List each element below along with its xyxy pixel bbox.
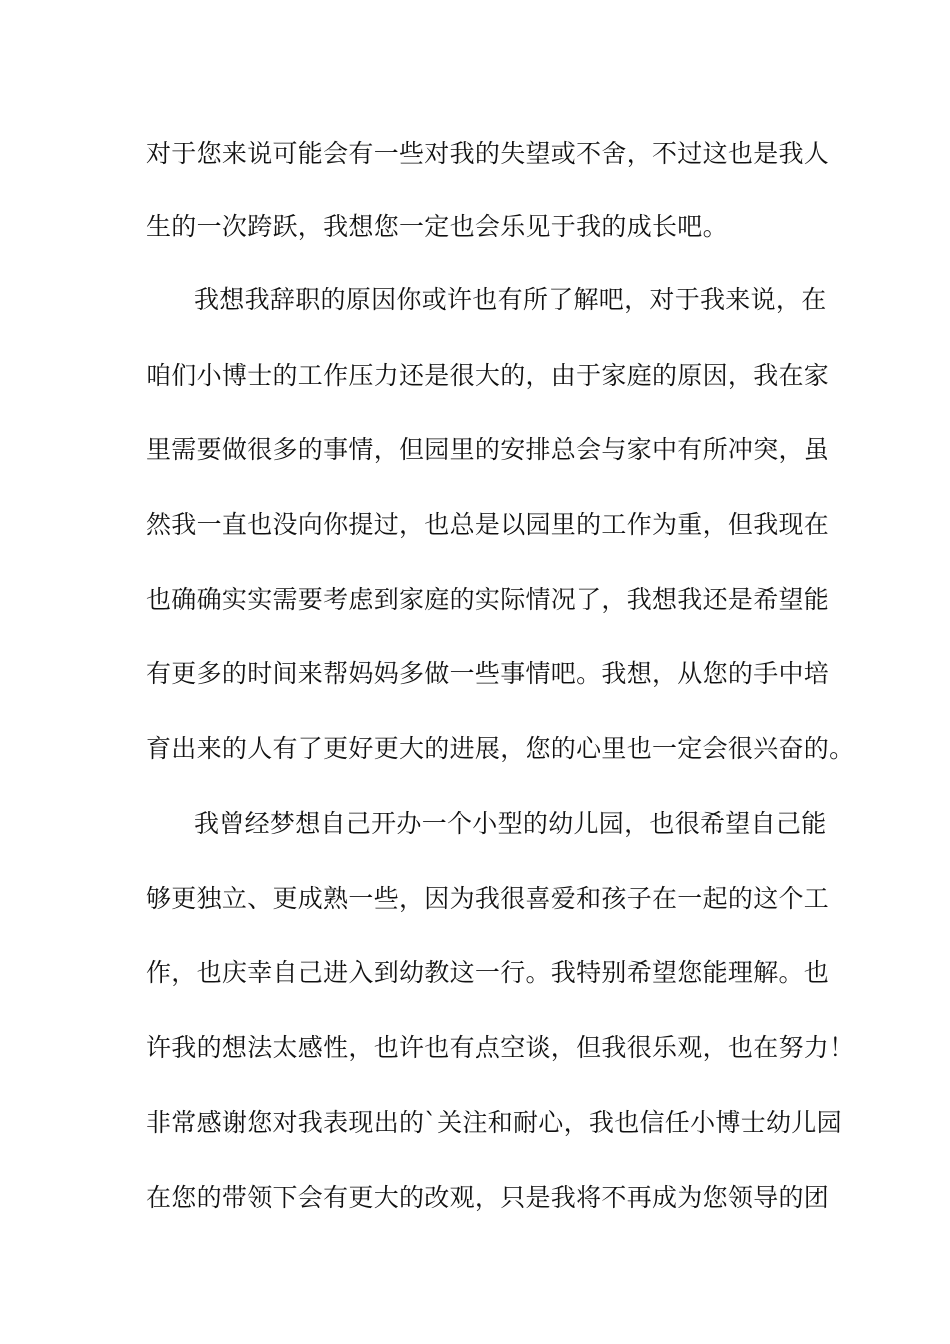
text-line-14: 非常感谢您对我表现出的`关注和耐心，我也信任小博士幼儿园 — [146, 1108, 842, 1137]
text-line-12: 作，也庆幸自己进入到幼教这一行。我特别希望您能理解。也 — [146, 958, 830, 987]
text-line-15: 在您的带领下会有更大的改观，只是我将不再成为您领导的团 — [146, 1183, 830, 1212]
text-line-8: 有更多的时间来帮妈妈多做一些事情吧。我想，从您的手中培 — [146, 659, 830, 688]
text-line-5: 里需要做很多的事情，但园里的安排总会与家中有所冲突，虽 — [146, 435, 830, 464]
paragraph-3-line-1: 我曾经梦想自己开办一个小型的幼儿园，也很希望自己能 — [194, 809, 827, 838]
text-line-1: 对于您来说可能会有一些对我的失望或不舍，不过这也是我人 — [146, 139, 830, 168]
text-line-9: 育出来的人有了更好更大的进展，您的心里也一定会很兴奋的。 — [146, 734, 855, 763]
text-line-11: 够更独立、更成熟一些，因为我很喜爱和孩子在一起的这个工 — [146, 884, 830, 913]
text-line-7: 也确确实实需要考虑到家庭的实际情况了，我想我还是希望能 — [146, 585, 830, 614]
text-line-6: 然我一直也没向你提过，也总是以园里的工作为重，但我现在 — [146, 510, 830, 539]
text-line-13: 许我的想法太感性，也许也有点空谈，但我很乐观，也在努力！ — [146, 1033, 855, 1062]
text-line-2: 生的一次跨跃，我想您一定也会乐见于我的成长吧。 — [146, 212, 728, 241]
paragraph-2-line-1: 我想我辞职的原因你或许也有所了解吧，对于我来说，在 — [194, 285, 827, 314]
text-line-4: 咱们小博士的工作压力还是很大的，由于家庭的原因，我在家 — [146, 361, 830, 390]
